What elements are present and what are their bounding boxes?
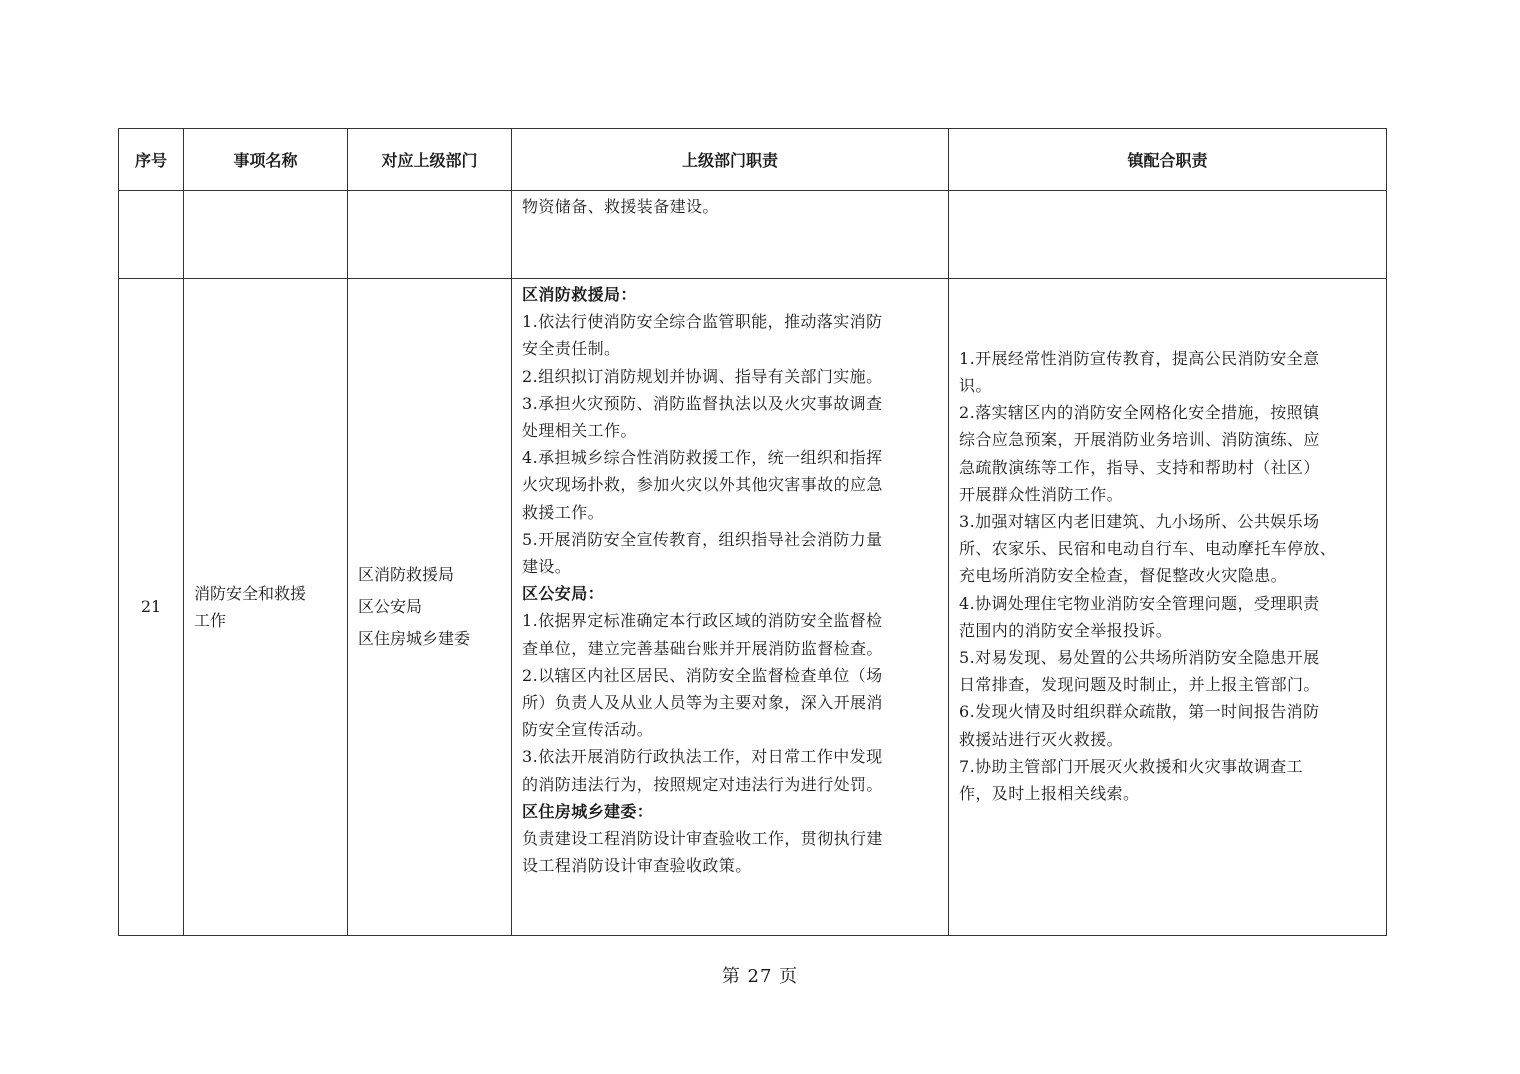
section-title: 区消防救援局： <box>522 285 637 304</box>
cell-number: 21 <box>119 279 184 936</box>
town-duty-line: 5.对易发现、易处置的公共场所消防安全隐患开展 <box>959 648 1320 667</box>
table-row-21 <box>119 279 1387 936</box>
town-duty-line: 4.协调处理住宅物业消防安全管理问题，受理职责 <box>959 593 1320 613</box>
cell-upper-duties-continued <box>512 191 949 279</box>
duty-line: 安全责任制。 <box>522 339 621 359</box>
section-title: 区公安局： <box>522 584 605 604</box>
duty-line: 3.依法开展消防行政执法工作，对日常工作中发现 <box>522 747 883 767</box>
duty-line: 1.依法行使消防安全综合监管职能，推动落实消防 <box>522 312 883 332</box>
town-duty-line: 3.加强对辖区内老旧建筑、九小场所、公共娱乐场 <box>959 511 1320 531</box>
town-duty-line: 作，及时上报相关线索。 <box>959 784 1140 804</box>
town-duty-line: 2.落实辖区内的消防安全网格化安全措施，按照镇 <box>959 403 1320 423</box>
duty-line: 火灾现场扑救，参加火灾以外其他灾害事故的应急 <box>522 475 883 495</box>
town-duty-line: 所、农家乐、民宿和电动自行车、电动摩托车停放、 <box>959 539 1337 559</box>
duty-line: 设工程消防设计审查验收政策。 <box>522 856 752 876</box>
duty-line: 查单位，建立完善基础台账并开展消防监督检查。 <box>522 638 883 658</box>
duty-line: 4.承担城乡综合性消防救援工作，统一组织和指挥 <box>522 448 883 468</box>
header-upper-duties: 上级部门职责 <box>512 129 949 191</box>
header-number: 序号 <box>119 129 184 191</box>
town-duty-line: 充电场所消防安全检查，督促整改火灾隐患。 <box>959 566 1288 586</box>
town-duty-line: 救援站进行灭火救援。 <box>959 729 1124 749</box>
department-line: 区公安局 <box>358 597 423 616</box>
duty-line: 2.组织拟订消防规划并协调、指导有关部门实施。 <box>522 366 883 386</box>
duty-line: 救援工作。 <box>522 502 605 522</box>
town-duty-line: 综合应急预案，开展消防业务培训、消防演练、应 <box>959 430 1320 450</box>
duty-line: 所）负责人及从业人员等为主要对象，深入开展消 <box>522 693 883 713</box>
cell-town-duties-empty <box>949 191 1387 279</box>
duty-line: 物资储备、救援装备建设。 <box>522 197 719 216</box>
town-duty-line: 识。 <box>959 375 992 395</box>
page-number: 第 27 页 <box>721 966 799 987</box>
cell-upper-duties <box>512 279 949 936</box>
duty-line: 的消防违法行为，按照规定对违法行为进行处罚。 <box>522 774 883 794</box>
cell-name-empty <box>184 191 348 279</box>
cell-town-duties <box>949 279 1387 936</box>
cell-department-empty <box>348 191 512 279</box>
department-line: 区住房城乡建委 <box>358 629 471 648</box>
town-duty-line: 开展群众性消防工作。 <box>959 484 1124 504</box>
responsibility-table <box>118 128 1387 936</box>
town-duty-line: 范围内的消防安全举报投诉。 <box>959 620 1173 640</box>
cell-item-name <box>184 279 348 936</box>
duty-line: 1.依据界定标准确定本行政区域的消防安全监督检 <box>522 611 883 631</box>
duty-line: 3.承担火灾预防、消防监督执法以及火灾事故调查 <box>522 393 883 413</box>
table-header-row <box>119 129 1387 191</box>
duty-line: 负责建设工程消防设计审查验收工作，贯彻执行建 <box>522 829 883 849</box>
header-town-duties: 镇配合职责 <box>949 129 1387 191</box>
duty-line: 2.以辖区内社区居民、消防安全监督检查单位（场 <box>522 665 883 685</box>
cell-number-empty <box>119 191 184 279</box>
duty-line: 处理相关工作。 <box>522 421 637 441</box>
header-upper-department: 对应上级部门 <box>348 129 512 191</box>
town-duty-line: 1.开展经常性消防宣传教育，提高公民消防安全意 <box>959 348 1320 368</box>
town-duty-line: 6.发现火情及时组织群众疏散，第一时间报告消防 <box>959 702 1320 722</box>
item-name-line: 消防安全和救援 <box>194 583 307 603</box>
header-item-name: 事项名称 <box>184 129 348 191</box>
town-duty-line: 7.协助主管部门开展灭火救援和火灾事故调查工 <box>959 756 1304 776</box>
town-duty-line: 日常排查，发现问题及时制止，并上报主管部门。 <box>959 675 1320 695</box>
cell-departments <box>348 279 512 936</box>
duty-line: 防安全宣传活动。 <box>522 720 654 740</box>
duty-line: 建设。 <box>522 557 572 577</box>
item-name-line: 工作 <box>194 611 227 630</box>
town-duty-line: 急疏散演练等工作，指导、支持和帮助村（社区） <box>959 457 1320 477</box>
table-row-continuation <box>119 191 1387 279</box>
department-line: 区消防救援局 <box>358 565 455 584</box>
section-title: 区住房城乡建委： <box>522 801 654 821</box>
duty-line: 5.开展消防安全宣传教育，组织指导社会消防力量 <box>522 529 883 549</box>
